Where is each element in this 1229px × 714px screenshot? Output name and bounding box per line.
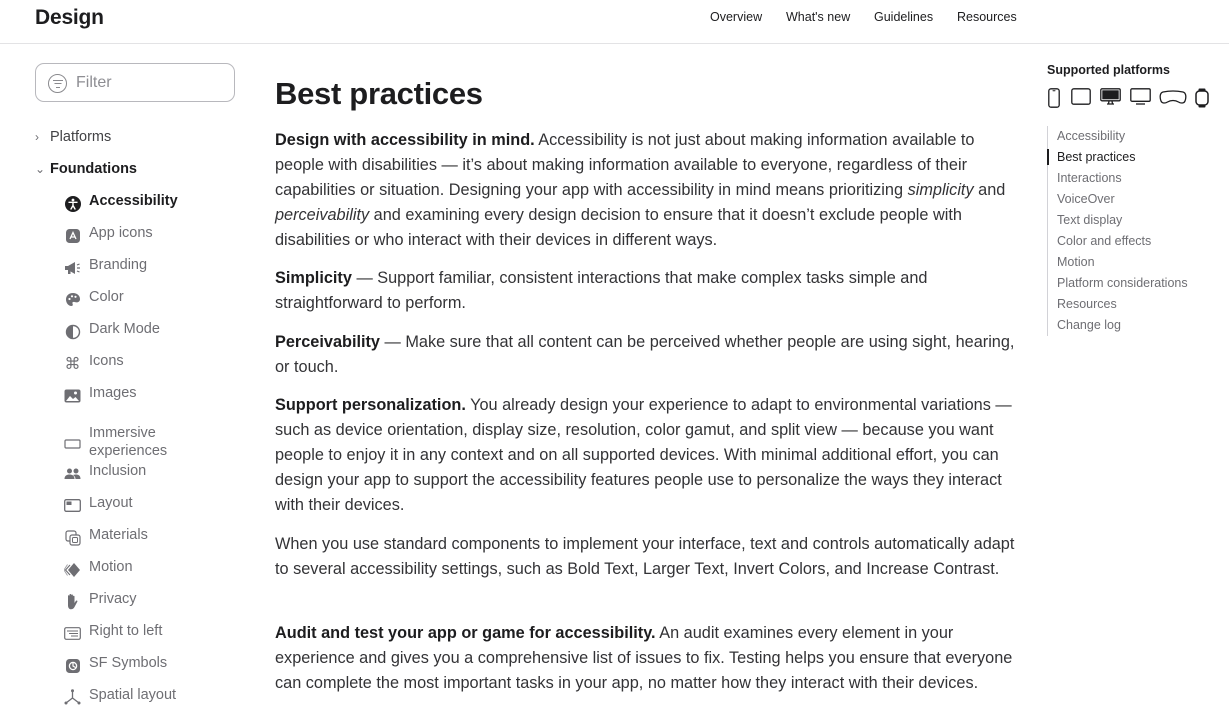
paragraph-text: and — [973, 181, 1006, 199]
toc-item-interactions[interactable]: Interactions — [1057, 171, 1122, 185]
toc-item-color-and-effects[interactable]: Color and effects — [1057, 234, 1152, 248]
sidebar-item-label: Layout — [89, 495, 133, 511]
paragraph-text: Accessibility is not just about making information available to people with disabilities — it’s about making information available to everyone, regardless of their capabilities or situation. Designing your app with accessibility in mind means prioritizing — [275, 131, 975, 199]
sf-symbols-icon — [64, 657, 81, 674]
paragraph-lead: Simplicity — [275, 269, 352, 287]
iphone-icon — [1048, 88, 1060, 113]
sidebar-item-label: App icons — [89, 225, 153, 241]
paragraph-text: An audit examines every element in your experience and gives you a comprehensive list of issues to fix. Testing helps you ensure that everyone can complete the most important tasks in your app, no matter how they interact with their devices. — [275, 624, 1013, 692]
nav-link-whats-new[interactable]: What's new — [786, 10, 851, 24]
sidebar-item-label: Accessibility — [89, 193, 178, 209]
sidebar-section-label: Platforms — [50, 129, 112, 145]
emphasis-simplicity: simplicity — [907, 181, 974, 199]
tv-icon — [1130, 88, 1151, 110]
supported-platforms-title: Supported platforms — [1047, 63, 1170, 77]
chevron-down-icon: ⌄ — [35, 162, 46, 176]
sidebar-item-label: Spatial layout — [89, 687, 177, 703]
ipad-icon — [1071, 88, 1091, 110]
materials-icon — [64, 529, 81, 546]
toc-item-change-log[interactable]: Change log — [1057, 318, 1121, 332]
toc-item-text-display[interactable]: Text display — [1057, 213, 1123, 227]
paragraph-text: — Make sure that all content can be perceived whether people are using sight, hearing, or touch. — [275, 333, 1015, 376]
sidebar-item-label: Materials — [89, 527, 148, 543]
app-icons-icon — [64, 227, 81, 244]
vision-icon — [1159, 90, 1187, 110]
watch-icon — [1195, 88, 1209, 113]
paragraph-standard-components — [275, 532, 1020, 582]
command-icon: ⌘ — [64, 354, 81, 373]
sidebar-item-label: Dark Mode — [89, 321, 160, 337]
spatial-layout-icon — [64, 689, 81, 706]
toc-item-platform-considerations[interactable]: Platform considerations — [1057, 276, 1188, 290]
paragraph-text: You already design your experience to adapt to environmental variations — such as device orientation, display size, resolution, color gamut, and split view — because you want people to enjoy it in any context and on all supported devices. With minimal additional effort, you can design your app to support the accessibility features people use to personalize the ways they interact with their devices. — [275, 396, 1012, 514]
nav-link-resources[interactable]: Resources — [957, 10, 1017, 24]
paragraph-design-with-accessibility — [275, 128, 1020, 253]
megaphone-icon — [64, 259, 81, 276]
paragraph-lead: Audit and test your app or game for accessibility. — [275, 624, 656, 642]
paragraph-perceivability — [275, 330, 1020, 380]
filter-icon — [48, 74, 67, 93]
rtl-icon — [64, 625, 81, 642]
filter-field[interactable] — [35, 63, 235, 102]
chevron-right-icon: › — [35, 130, 39, 144]
paragraph-simplicity — [275, 266, 1020, 316]
toc-item-resources[interactable]: Resources — [1057, 297, 1117, 311]
paragraph-text: When you use standard components to implement your interface, text and controls automatically adapt to several accessibility settings, such as Bold Text, Larger Text, Invert Colors, and Increase Contrast. — [275, 535, 1015, 578]
sidebar-item-label: Immersive experiences — [89, 425, 168, 459]
sidebar-item-label: Inclusion — [89, 463, 147, 479]
toc-item-voiceover[interactable]: VoiceOver — [1057, 192, 1115, 206]
nav-link-overview[interactable]: Overview — [710, 10, 763, 24]
dark-mode-icon — [64, 323, 81, 340]
sidebar-item-label: Motion — [89, 559, 133, 575]
sidebar-item-label: Icons — [89, 353, 124, 369]
paragraph-lead: Perceivability — [275, 333, 380, 351]
paragraph-text: — Support familiar, consistent interactions that make complex tasks simple and straightforward to perform. — [275, 269, 928, 312]
sidebar-item-label: Right to left — [89, 623, 163, 639]
brand-title[interactable]: Design — [35, 6, 104, 29]
headset-icon — [64, 435, 81, 452]
accessibility-icon — [64, 195, 81, 212]
layout-icon — [64, 497, 81, 514]
sidebar-section-label: Foundations — [50, 161, 137, 177]
filter-input[interactable] — [76, 72, 226, 94]
sidebar-item-label: Images — [89, 385, 137, 401]
people-icon — [64, 465, 81, 482]
nav-link-guidelines[interactable]: Guidelines — [874, 10, 934, 24]
hand-icon — [64, 593, 81, 610]
toc-item-best-practices[interactable]: Best practices — [1057, 150, 1136, 164]
sidebar-section-foundations[interactable] — [35, 161, 137, 177]
mac-icon — [1100, 88, 1121, 110]
paragraph-lead: Design with accessibility in mind. — [275, 131, 535, 149]
paragraph-audit-and-test — [275, 621, 1020, 696]
sidebar-section-platforms[interactable] — [35, 129, 111, 145]
toc-item-accessibility[interactable]: Accessibility — [1057, 129, 1126, 143]
paragraph-text: and examining every design decision to ensure that it doesn’t exclude people with disabilities or who interact with their devices in different ways. — [275, 206, 962, 249]
palette-icon — [64, 291, 81, 308]
photo-icon — [64, 387, 81, 404]
page-title: Best practices — [275, 76, 483, 111]
toc-item-motion[interactable]: Motion — [1057, 255, 1095, 269]
paragraph-lead: Support personalization. — [275, 396, 466, 414]
emphasis-perceivability: perceivability — [275, 206, 370, 224]
top-navigation — [0, 0, 1229, 44]
paragraph-support-personalization — [275, 393, 1020, 518]
table-of-contents — [1047, 126, 1222, 336]
toc-current-marker — [1047, 149, 1049, 165]
sidebar-item-label: Color — [89, 289, 124, 305]
sidebar-item-label: Privacy — [89, 591, 137, 607]
sidebar-item-label: SF Symbols — [89, 655, 168, 671]
motion-icon — [64, 561, 81, 578]
sidebar-item-label: Branding — [89, 257, 148, 273]
